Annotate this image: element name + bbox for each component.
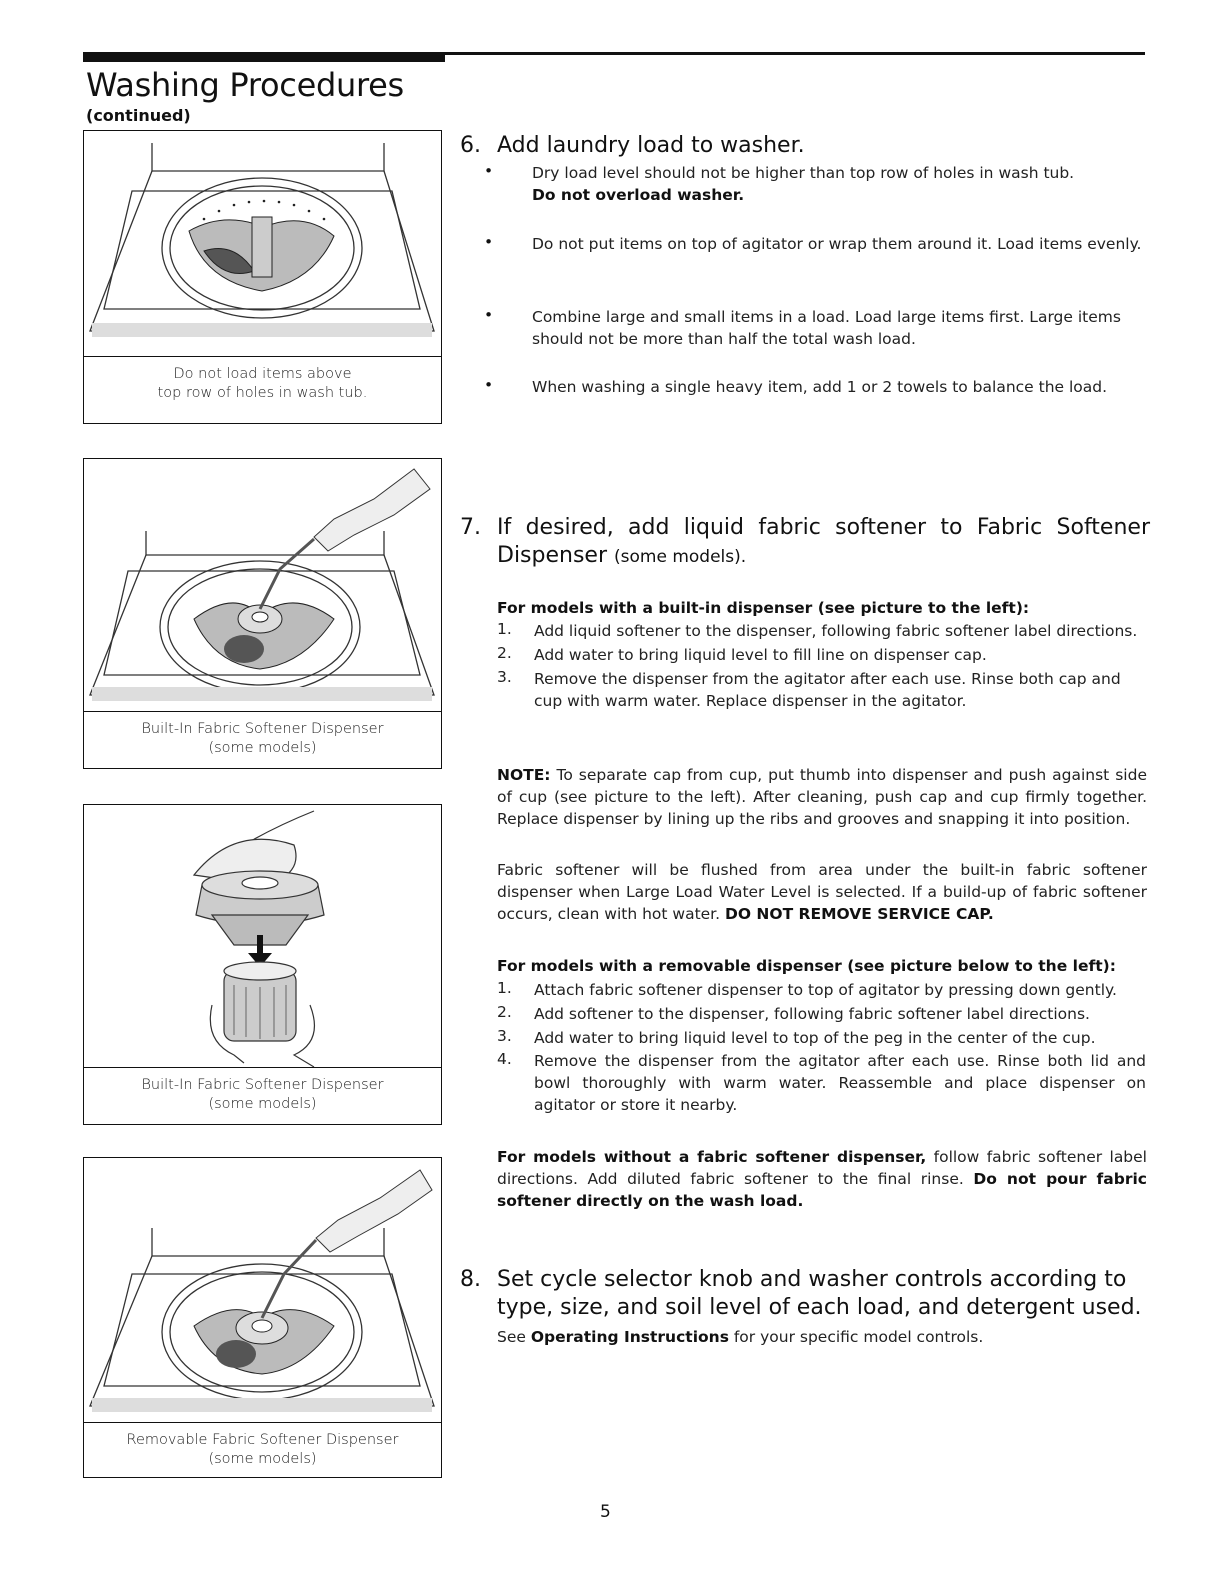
step-8-note: See Operating Instructions for your specific model controls. [497,1328,984,1346]
removable-dispenser-heading: For models with a removable dispenser (see picture below to the left): [497,957,1116,975]
builtin-step-1: Add liquid softener to the dispenser, following fabric softener label directions. [534,622,1138,640]
removable-step-4: Remove the dispenser from the agitator after each use. Rinse both lid and bowl thoroughly with warm water. Reassemble and place dispenser on agitator or store it nearby. [534,1052,1146,1114]
washer-removable-illustration [84,1158,440,1426]
page-title: Washing Procedures [86,66,404,104]
note-paragraph: NOTE: To separate cap from cup, put thumb into dispenser and push against side of cup (see picture to the left). After cleaning, push cap and cup firmly together. Replace dispenser by lining up the ribs and grooves and snapping it into position. [497,766,1147,828]
figure-builtin-dispenser [83,458,442,769]
bullet-icon: • [484,162,494,180]
figure-caption: Removable Fabric Softener Dispenser (some models) [84,1422,441,1477]
step-6-bullet-4: When washing a single heavy item, add 1 or 2 towels to balance the load. [532,378,1108,396]
dispenser-parts-illustration [84,805,440,1070]
page-subtitle: (continued) [86,106,191,125]
header-rule-thin [83,52,1145,55]
figure-dispenser-parts [83,804,442,1125]
figure-removable-dispenser [83,1157,442,1478]
step-6-bullet-3: Combine large and small items in a load. Load large items first. Large items should not be more than half the total wash load. [532,308,1121,348]
bullet-icon: • [484,233,494,251]
figure-caption: Built-In Fabric Softener Dispenser (some models) [84,711,441,768]
flush-paragraph: Fabric softener will be flushed from area under the built-in fabric softener dispenser when Large Load Water Level is selected. If a build-up of fabric softener occurs, clean with hot water. DO NOT REMOVE SERVICE CAP. [497,861,1147,923]
removable-step-1: Attach fabric softener dispenser to top of agitator by pressing down gently. [534,981,1117,999]
no-dispenser-paragraph: For models without a fabric softener dispenser, follow fabric softener label directions. Add diluted fabric softener to the final rinse. Do not pour fabric softener directly on the wash load. [497,1148,1147,1210]
bullet-icon: • [484,306,494,324]
builtin-step-3: Remove the dispenser from the agitator after each use. Rinse both cap and cup with warm water. Replace dispenser in the agitator. [534,670,1121,710]
removable-step-2: Add softener to the dispenser, following fabric softener label directions. [534,1005,1090,1023]
figure-caption: Do not load items above top row of holes in wash tub. [84,356,441,423]
bullet-icon: • [484,376,494,394]
figure-load-level [83,130,442,424]
page-number: 5 [600,1502,611,1522]
builtin-step-2: Add water to bring liquid level to fill line on dispenser cap. [534,646,987,664]
step-6-bullet-2: Do not put items on top of agitator or wrap them around it. Load items evenly. [532,235,1142,253]
step-6-bullet-1: Dry load level should not be higher than top row of holes in wash tub. Do not overload washer. [532,164,1075,204]
figure-caption: Built-In Fabric Softener Dispenser (some models) [84,1067,441,1124]
washer-pouring-illustration [84,459,440,715]
removable-step-3: Add water to bring liquid level to top of the peg in the center of the cup. [534,1029,1096,1047]
builtin-dispenser-heading: For models with a built-in dispenser (see picture to the left): [497,599,1030,617]
washer-tub-illustration [84,131,440,357]
